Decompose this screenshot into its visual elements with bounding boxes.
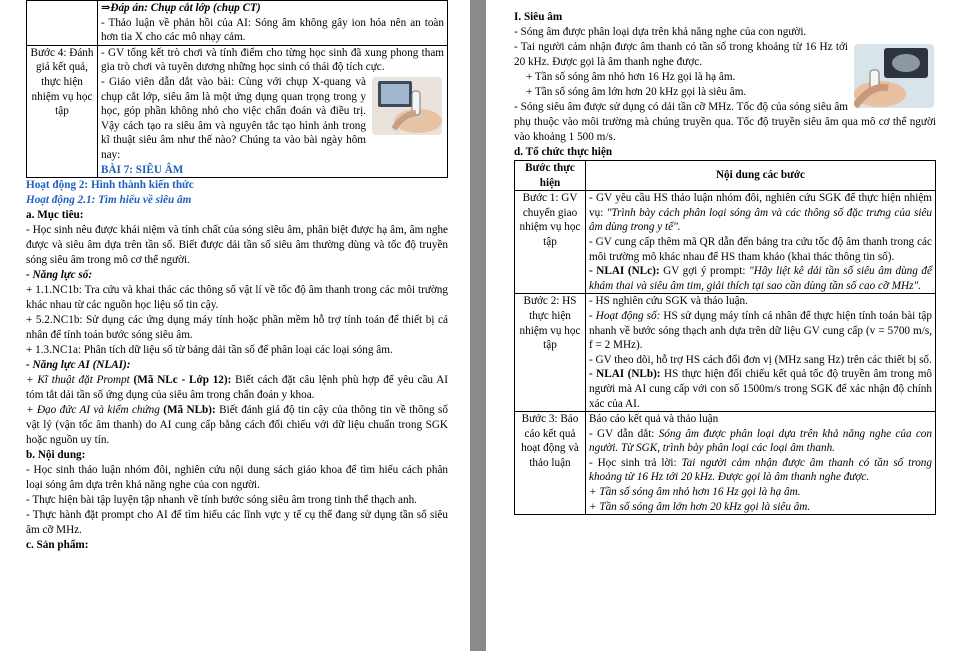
step2-content: - HS nghiên cứu SGK và thảo luận. - Hoạt động số: HS sử dụng máy tính cá nhân để thực hiện tính toán bài tập nhanh về bước sóng thạch anh dựa trên dữ liệu GV cung cấp (v = 5700 m/s, f = 2 MHz). - GV theo dõi, hỗ trợ HS cách đổi đơn vị (MHz sang Hz) trên các thiết bị số. - NLAI (NLb): HS thực hiện đối chiếu kết quả tốc độ truyền âm trong mô người mà AI cung cấp với con số 1500m/s trong SGK để xác nhận độ chính xác của AI. [586, 294, 936, 412]
step4-summary: - GV tổng kết trò chơi và tính điểm cho từng học sinh đã xung phong tham gia trò chơi và tuyên dương những học sinh có thái độ tích cực. [101, 46, 444, 74]
th-step: Bước thực hiện [515, 161, 586, 191]
content-paragraph-1: - Học sinh thảo luận nhóm đôi, nghiên cứu nội dung sách giáo khoa để tìm hiểu cách phân loại sóng âm dựa trên khả năng nghe của con người. [26, 464, 448, 492]
digital-competence-3: + 1.3.NC1a: Phân tích dữ liệu số từ bảng dải tần số để phân loại các loại sóng âm. [26, 344, 393, 357]
th-content: Nội dung các bước [586, 161, 936, 191]
ultrasound-p2: - Tai người cảm nhận được âm thanh có tần số trong khoảng từ 16 Hz tới 20 kHz. Được gọi là âm thanh nghe được. [514, 41, 848, 68]
ai-competence-1: + Kĩ thuật đặt Prompt (Mã NLc - Lớp 12): Biết cách đặt câu lệnh phù hợp để yêu cầu AI tóm tắt dải tần số ứng dụng của siêu âm trong chẩn đoán y khoa. [26, 374, 448, 402]
step2-label: Bước 2: HS thực hiện nhiệm vụ học tập [515, 294, 586, 412]
table-row [27, 1, 448, 46]
steps-table [514, 160, 936, 515]
ai-feedback-line: - Thảo luận về phản hồi của AI: Sóng âm không gây ion hóa nên an toàn hơn tia X cho các mô nhạy cảm. [101, 16, 444, 44]
content-paragraph-3: - Thực hành đặt prompt cho AI để tìm hiểu các lĩnh vực y tế cụ thể đang sử dụng tần số siêu âm cỡ MHz. [26, 509, 448, 537]
product-title: c. Sản phẩm: [26, 539, 89, 552]
table-row [515, 191, 936, 294]
digital-competence-1: + 1.1.NC1b: Tra cứu và khai thác các thông số vật lí về tốc độ âm thanh trong các môi trường khác nhau từ các nguồn học liệu số tin cậy. [26, 284, 448, 312]
content-paragraph-2: - Thực hiện bài tập luyện tập nhanh về tính bước sóng siêu âm trong tinh thể thạch anh. [26, 494, 417, 507]
table-cell [98, 45, 448, 177]
step3-label: Bước 3: Báo cáo kết quả hoạt động và thảo luận [515, 412, 586, 515]
table-row [515, 412, 936, 515]
table-cell [98, 1, 448, 46]
ultrasound-p3: + Tần số sóng âm nhỏ hơn 16 Hz gọi là hạ âm. [526, 71, 736, 83]
goal-paragraph: - Học sinh nêu được khái niệm và tính chất của sóng siêu âm, phân biệt được hạ âm, âm nghe được và siêu âm dựa trên tần số. Biết được dải tần số siêu âm thường dùng và tốc độ truyền sóng siêu âm trong mô cơ thể người. [26, 224, 448, 267]
table-row [27, 45, 448, 177]
ultrasound-p1: - Sóng âm được phân loại dựa trên khả năng nghe của con người. [514, 26, 807, 38]
right-page [486, 0, 956, 651]
ultrasound-p4: + Tần số sóng âm lớn hơn 20 kHz gọi là siêu âm. [526, 86, 747, 98]
step4-label: Bước 4: Đánh giá kết quả, thực hiện nhiệm vụ học tập [27, 45, 98, 177]
table-row [515, 294, 936, 412]
step3-content: Báo cáo kết quả và thảo luận - GV dẫn dắt: Sóng âm được phân loại dựa trên khả năng nghe của con người. Từ SGK, trình bày phân loại các loại âm thanh. - Học sinh trả lời: Tai người cảm nhận được âm thanh có tần số trong khoảng từ 16 Hz tới 20 kHz. Được gọi là âm thanh nghe được. + Tần số sóng âm nhỏ hơn 16 Hz gọi là hạ âm. + Tần số sóng âm lớn hơn 20 kHz gọi là siêu âm. [586, 412, 936, 515]
lesson-title: BÀI 7: SIÊU ÂM [101, 163, 184, 176]
ultrasound-p5: - Sóng siêu âm được sử dụng có dải tần cỡ MHz. Tốc độ của sóng siêu âm phụ thuộc vào môi trường mà chúng truyền qua. Tốc độ truyền siêu âm qua mô cơ thể người vào khoảng 1 500 m/s. [514, 101, 936, 143]
step1-content: - GV yêu cầu HS thảo luận nhóm đôi, nghiên cứu SGK để thực hiện nhiệm vụ: "Trình bày cách phân loại sóng âm và các thông số đặc trưng của siêu âm dùng trong y tế". - GV cung cấp thêm mã QR dẫn đến bảng tra cứu tốc độ âm thanh trong các môi trường mô khác nhau để HS tham khảo (khai thác thông tin số). - NLAI (NLc): GV gợi ý prompt: "Hãy liệt kê dải tần số siêu âm dùng để khám thai và siêu âm tim, giải thích tại sao cần dùng tần số cao cỡ MHz". [586, 191, 936, 294]
section-title-ultrasound: I. Siêu âm [514, 11, 563, 23]
left-page [0, 0, 470, 651]
table-header-row [515, 161, 936, 191]
heading-activity-2: Hoạt động 2: Hình thành kiến thức [26, 179, 194, 192]
ultrasound-photo-left [372, 77, 442, 135]
answer-line: ⇒Đáp án: Chụp cắt lớp (chụp CT) [101, 2, 261, 14]
step1-label: Bước 1: GV chuyển giao nhiệm vụ học tập [515, 191, 586, 294]
teacher-intro: - Giáo viên dẫn dắt vào bài: Cùng với chụp X-quang và chụp cắt lớp, siêu âm là một ứng dụng quan trọng trong y học, góp phần không nhỏ cho việc chẩn đoán và điều trị. Vậy cách tạo ra siêu âm và nguyên tắc tạo hình ảnh trong kĩ thuật siêu âm như thế nào? Chúng ta vào bài ngày hôm nay: [101, 75, 366, 161]
organize-title: d. Tổ chức thực hiện [514, 146, 613, 158]
ai-competence-title: - Năng lực AI (NLAI): [26, 359, 131, 372]
activity-table-top [26, 0, 448, 178]
ai-competence-2: + Đạo đức AI và kiểm chứng (Mã NLb): Biết đánh giá độ tin cậy của thông tin về thông số vật lý (vận tốc âm thanh) do AI cung cấp bằng cách đối chiếu với dữ liệu chuẩn trong SGK hoặc nguồn uy tín. [26, 404, 449, 447]
ultrasound-photo-right [854, 44, 934, 108]
table-cell-empty [27, 1, 98, 46]
digital-competence-2: + 5.2.NC1b: Sử dụng các ứng dụng máy tính hoặc phần mềm hỗ trợ tính toán để thiết bị cá nhân để tính toán bước sóng siêu âm. [26, 314, 448, 342]
digital-competence-title: - Năng lực số: [26, 269, 93, 282]
heading-activity-2-1: Hoạt động 2.1: Tìm hiểu về siêu âm [26, 194, 192, 207]
goal-title: a. Mục tiêu: [26, 209, 84, 222]
content-title: b. Nội dung: [26, 449, 86, 462]
